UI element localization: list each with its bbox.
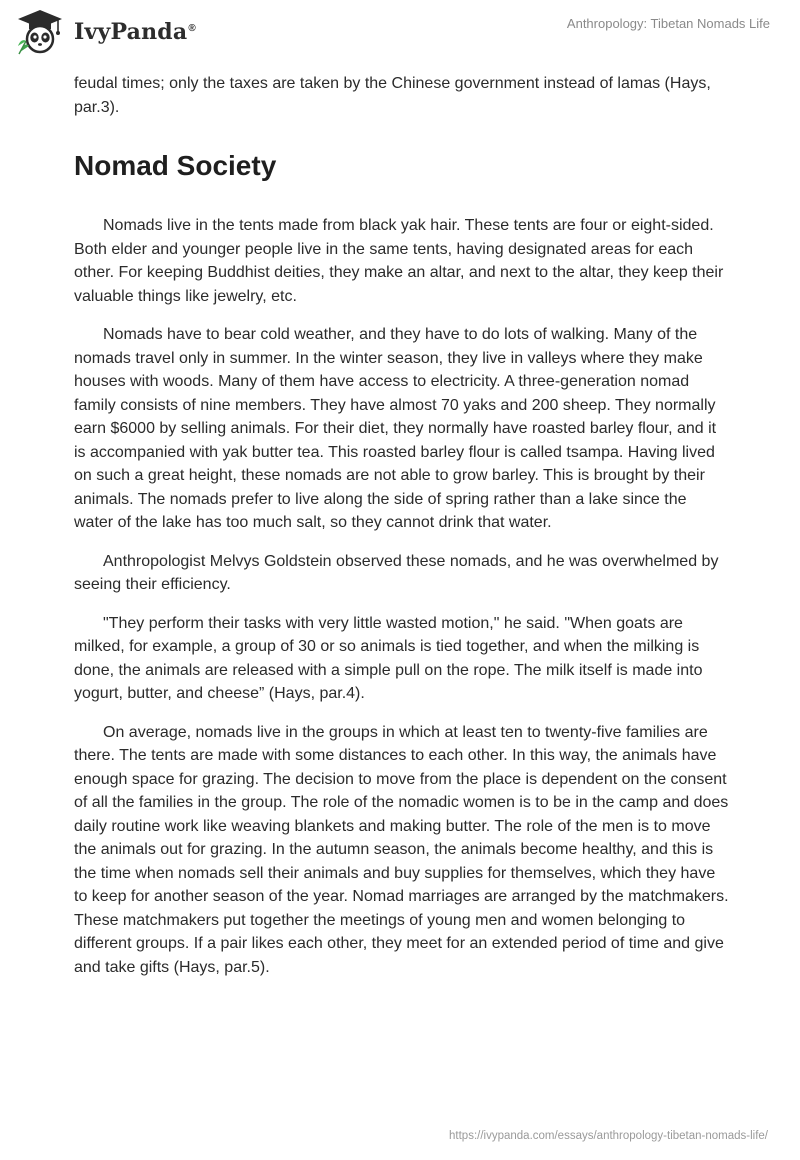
- source-url[interactable]: https://ivypanda.com/essays/anthropology-tibetan-nomads-life/: [449, 1130, 768, 1142]
- section-heading: Nomad Society: [74, 150, 277, 181]
- paragraph: On average, nomads live in the groups in which at least ten to twenty-five families are there. The tents are made with some distances to each other. In this way, the animals have enough space for grazing. The decision to move from the place is dependent on the consent of all the families in the group. The role of the nomadic women is to be in the camp and does daily routine work like weaving blankets and making butter. The role of the men is to move the animals out for grazing. In the autumn season, the animals become healthy, and this is the time when nomads sell their animals and buy supplies for themselves, which they have to keep for another season of the year. Nomad marriages are arranged by the matchmakers. These matchmakers put together the meetings of young men and women belonging to different groups. If a pair likes each other, they meet for an extended period of time and give and take gifts (Hays, par.5).: [74, 723, 729, 976]
- page-header: [0, 0, 800, 70]
- brand-name: [74, 19, 196, 45]
- brand-name-text: IvyPanda: [74, 19, 188, 45]
- lead-paragraph: feudal times; only the taxes are taken by the Chinese government instead of lamas (Hays, par.3).: [74, 75, 711, 116]
- document-title: Anthropology: Tibetan Nomads Life: [566, 16, 770, 31]
- paragraph: Nomads have to bear cold weather, and they have to do lots of walking. Many of the nomads travel only in summer. In the winter season, they live in valleys where they make houses with woods. Many of them have access to electricity. A three-generation nomad family consists of nine members. They have almost 70 yaks and 200 sheep. They normally earn $6000 by selling animals. For their diet, they normally have roasted barley flour, and it is accompanied with yak butter tea. This roasted barley flour is called tsampa. Having lived on such a great height, these nomads are not able to grow barley. This is brought by their animals. The nomads prefer to live along the side of spring rather than a lake since the water of the lake has too much salt, so they cannot drink that water.: [74, 326, 717, 531]
- paragraph: Anthropologist Melvys Goldstein observed these nomads, and he was overwhelmed by seeing their efficiency.: [74, 552, 719, 593]
- panda-logo-icon: [14, 8, 66, 56]
- quote-paragraph: "They perform their tasks with very little wasted motion," he said. "When goats are milked, for example, a group of 30 or so animals is tied together, and when the milking is done, the animals are released with a simple pull on the rope. The milk itself is made into yogurt, butter, and cheese” (Hays, par.4).: [74, 614, 703, 702]
- registered-mark: ®: [188, 22, 196, 34]
- article-body: [74, 72, 730, 994]
- brand-logo[interactable]: [14, 8, 196, 56]
- paragraph: Nomads live in the tents made from black yak hair. These tents are four or eight-sided. Both elder and younger people live in the same tents, having designated areas for each other. For keeping Buddhist deities, they make an altar, and next to the altar, they keep their valuable things like jewelry, etc.: [74, 217, 724, 305]
